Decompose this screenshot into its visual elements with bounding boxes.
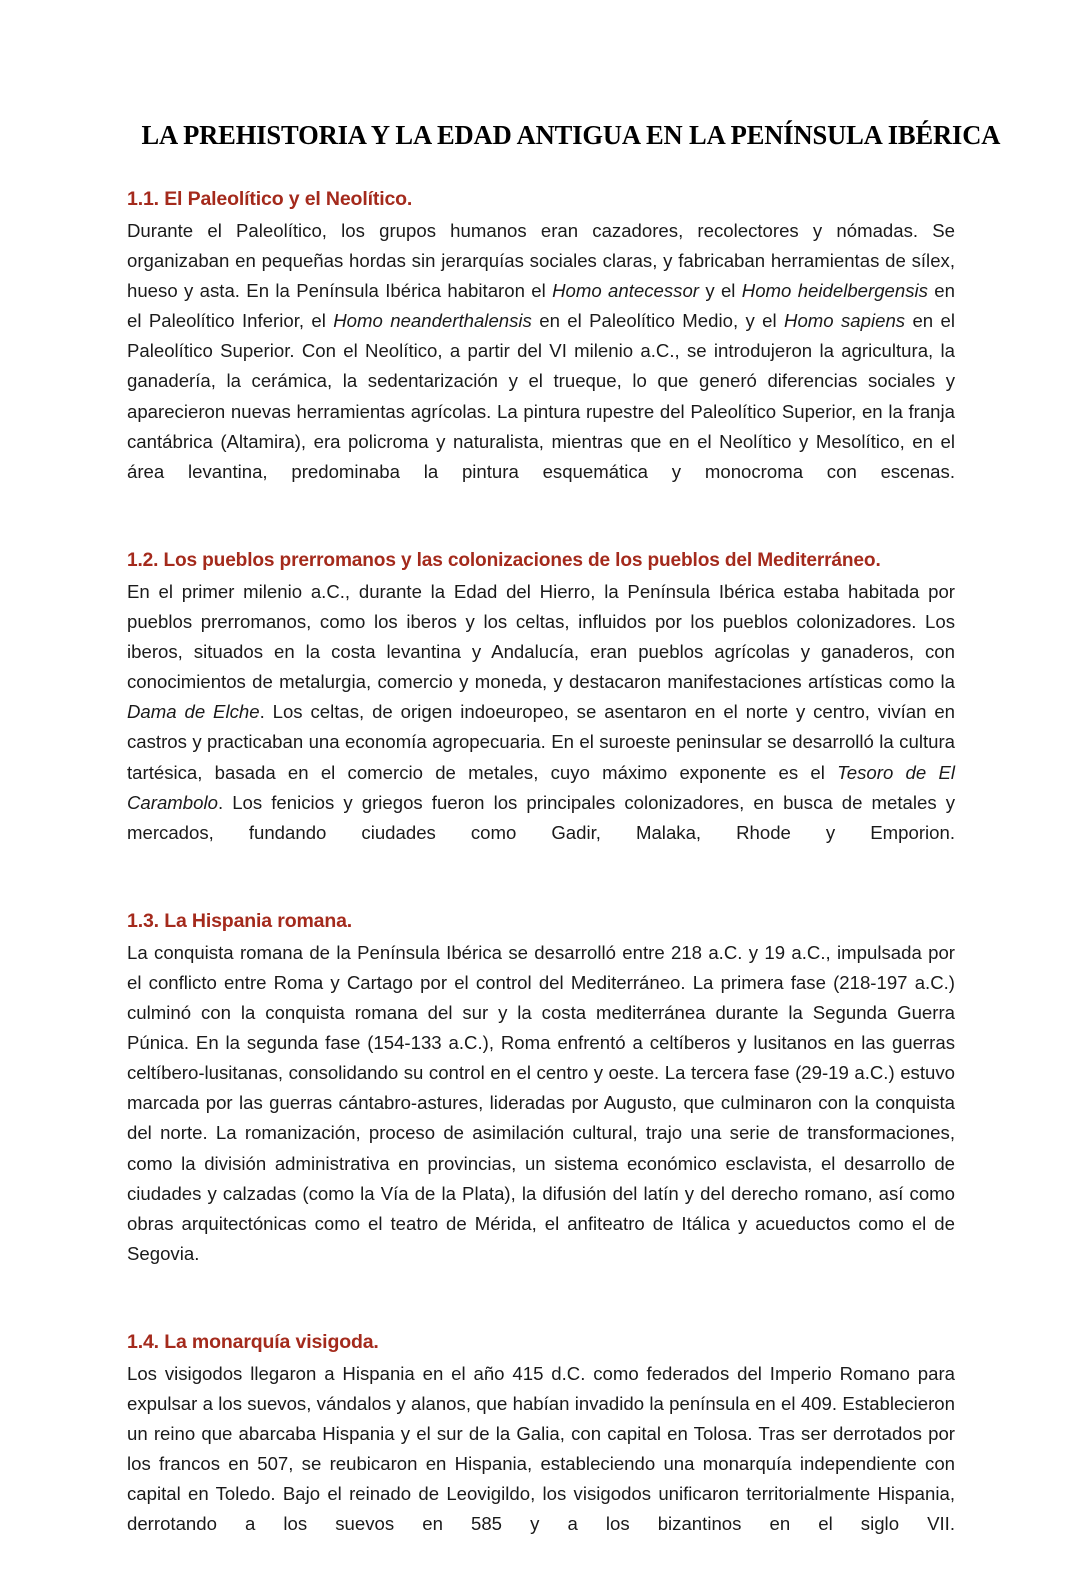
section-heading-1-4: 1.4. La monarquía visigoda.: [127, 1331, 379, 1353]
section-1-2: [127, 547, 955, 878]
section-heading-1-3: 1.3. La Hispania romana.: [127, 909, 353, 932]
section-1-1: [127, 186, 955, 517]
section-heading-1-2: 1.2. Los pueblos prerromanos y las colonizaciones de los pueblos del Mediterráneo.: [127, 548, 881, 571]
section-paragraph-1-3: La conquista romana de la Península Ibérica se desarrolló entre 218 a.C. y 19 a.C., impulsada por el conflicto entre Roma y Cartago por el control del Mediterráneo. La primera fase (218-197 a.C.) culminó con la conquista romana del sur y la costa mediterránea durante la Segunda Guerra Púnica. En la segunda fase (154-133 a.C.), Roma enfrentó a celtíberos y lusitanos en las guerras celtíbero-lusitanas, consolidando su control en el centro y oeste. La tercera fase (29-19 a.C.) estuvo marcada por las guerras cántabro-astures, lideradas por Augusto, que culminaron con la conquista del norte. La romanización, proceso de asimilación cultural, trajo una serie de transformaciones, como la división administrativa en provincias, un sistema económico esclavista, el desarrollo de ciudades y calzadas (como la Vía de la Plata), la difusión del latín y del derecho romano, así como obras arquitectónicas como el teatro de Mérida, el anfiteatro de Itálica y acueductos como el de Segovia.: [127, 941, 955, 1264]
section-paragraph-1-4: Los visigodos llegaron a Hispania en el año 415 d.C. como federados del Imperio Romano para expulsar a los suevos, vándalos y alanos, que habían invadido la península en el 409. Establecieron un reino que abarcaba Hispania y el sur de la Galia, con capital en Tolosa. Tras ser derrotados por los francos en 507, se reubicaron en Hispania, estableciendo una monarquía independiente con capital en Toledo. Bajo el reinado de Leovigildo, los visigodos unificaron territorialmente Hispania, derrotando a los suevos en 585 y a los bizantinos en el siglo VII.: [127, 1363, 955, 1535]
document-content: [127, 118, 1001, 1570]
section-1-4: [127, 1329, 955, 1570]
page-title: LA PREHISTORIA Y LA EDAD ANTIGUA EN LA PENÍNSULA IBÉRICA: [141, 119, 1001, 150]
section-paragraph-1-1: Durante el Paleolítico, los grupos humanos eran cazadores, recolectores y nómadas. Se organizaban en pequeñas hordas sin jerarquías sociales claras, y fabricaban herramientas de sílex, hueso y asta. En la Península Ibérica habitaron el Homo antecessor y el Homo heidelbergensis en el Paleolítico Inferior, el Homo neanderthalensis en el Paleolítico Medio, y el Homo sapiens en el Paleolítico Superior. Con el Neolítico, a partir del VI milenio a.C., se introdujeron la agricultura, la ganadería, la cerámica, la sedentarización y el trueque, lo que generó diferencias sociales y aparecieron nuevas herramientas agrícolas. La pintura rupestre del Paleolítico Superior, en la franja cantábrica (Altamira), era policroma y naturalista, mientras que en el Neolítico y Mesolítico, en el área levantina, predominaba la pintura esquemática y monocroma con escenas.: [127, 220, 956, 482]
section-heading-1-1: 1.1. El Paleolítico y el Neolítico.: [127, 188, 413, 210]
section-1-3: [127, 908, 955, 1299]
section-paragraph-1-2: En el primer milenio a.C., durante la Edad del Hierro, la Península Ibérica estaba habitada por pueblos prerromanos, como los iberos y los celtas, influidos por los pueblos colonizadores. Los iberos, situados en la costa levantina y Andalucía, eran pueblos agrícolas y ganaderos, con conocimientos de metalurgia, comercio y moneda, y destacaron manifestaciones artísticas como la Dama de Elche. Los celtas, de origen indoeuropeo, se asentaron en el norte y centro, vivían en castros y practicaban una economía agropecuaria. En el suroeste peninsular se desarrolló la cultura tartésica, basada en el comercio de metales, cuyo máximo exponente es el Tesoro de El Carambolo. Los fenicios y griegos fueron los principales colonizadores, en busca de metales y mercados, fundando ciudades como Gadir, Malaka, Rhode y Emporion.: [127, 580, 955, 843]
